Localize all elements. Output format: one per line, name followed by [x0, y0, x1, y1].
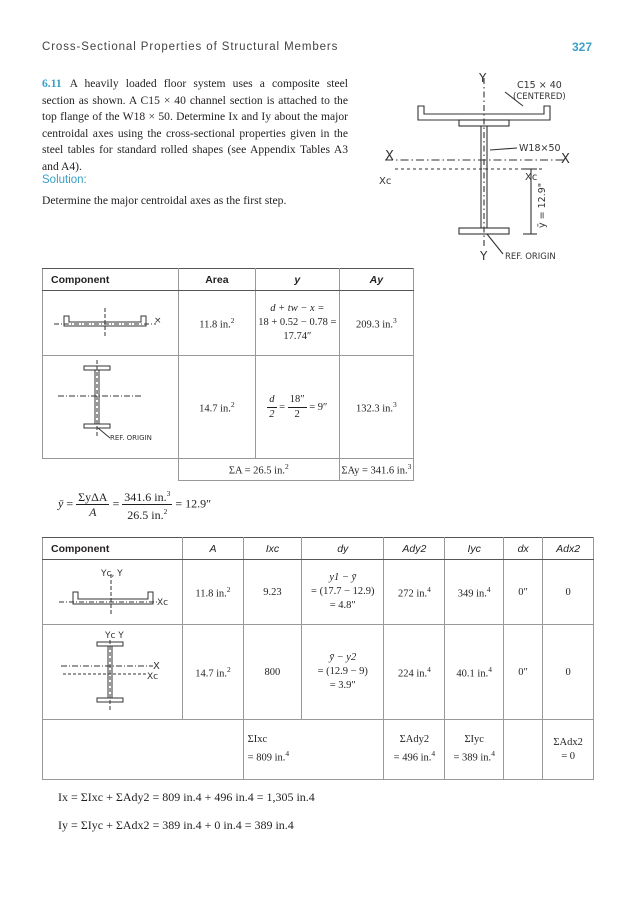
channel-label: C15 × 40	[517, 80, 562, 91]
ybar-equation: ȳ = $\frac{\text{ΣyΔA}}{A}$ = $\frac{341.6 in.^3}{26.5 in.^2}$ = 12.9″	[58, 489, 212, 522]
t2-row1-a: 11.8 in.$^2$	[183, 560, 243, 625]
t2-header-iyc: Iyc	[445, 538, 504, 560]
t2-row1-y-label: Yc, Y	[100, 568, 123, 579]
t2-row1-iyc: 349 in.$^4$	[445, 560, 504, 625]
t1-header-ay: Ay	[339, 269, 413, 291]
problem-number: 6.11	[42, 77, 62, 90]
t1-sum-area: ΣA = 26.5 in.$^2$	[178, 459, 339, 481]
t2-sum-ady2: ΣAdy2 = 496 in.$^4$	[384, 720, 445, 780]
x-label-left: X	[385, 149, 394, 164]
y-label-top: Y	[479, 71, 487, 85]
t2-header-adx2: Adx2	[543, 538, 594, 560]
t1-row1-area: 11.8 in.$^2$	[178, 291, 255, 356]
t2-row2-adx2: 0	[543, 625, 594, 720]
iy-result: Iy = ΣIyc + ΣAdx2 = 389 in.4 + 0 in.4 = 389 in.4	[58, 818, 294, 832]
table-row	[43, 720, 594, 780]
t2-header-dy: dy	[302, 538, 384, 560]
t2-row2-a: 14.7 in.$^2$	[183, 625, 243, 720]
t2-sum-iyc: ΣIyc = 389 in.$^4$	[445, 720, 504, 780]
t2-row2-xc-label: Xc	[146, 671, 158, 682]
table-row	[43, 291, 414, 356]
table-row	[43, 560, 594, 625]
page-number: 327	[572, 40, 593, 54]
centroid-table	[42, 268, 414, 481]
x-label-right: X	[561, 152, 570, 167]
wf-label: W18×50	[519, 143, 561, 154]
t2-header-ixc: Ixc	[243, 538, 302, 560]
ref-origin-label: REF. ORIGIN	[505, 252, 556, 262]
t1-row2-area: 14.7 in.$^2$	[178, 356, 255, 459]
composite-section-figure	[365, 68, 605, 273]
t2-row2-x-label: X	[152, 660, 160, 672]
ybar-dim-label: ȳ = 12.9"	[537, 182, 548, 228]
t2-row2-y-label: Yc Y	[104, 630, 124, 641]
t2-header-dx: dx	[503, 538, 542, 560]
w-section-sketch	[50, 358, 170, 454]
t1-header-component: Component	[43, 269, 179, 291]
t2-row2-ixc: 800	[243, 625, 302, 720]
problem-statement	[42, 76, 348, 176]
t1-header-y: y	[255, 269, 339, 291]
problem-text: A heavily loaded floor system uses a composite steel section as shown. A C15 × 40 channel section is attached to the top flange of the W18 × 50. Determine Ix and Iy about the major centroidal axes using the cross-sectional properties given in the steel tables for standard rolled shapes (see Appendix Tables A3 and A4).	[42, 77, 348, 173]
t1-sum-ay: ΣAy = 341.6 in.$^3$	[339, 459, 413, 481]
t2-header-ady2: Ady2	[384, 538, 445, 560]
xc-label-right: Xc	[525, 172, 538, 183]
t2-row2-dx: 0″	[503, 625, 542, 720]
t1-row2-sketch	[43, 356, 179, 459]
t2-row2-sketch	[43, 625, 183, 720]
t2-row1-sketch	[43, 560, 183, 625]
t2-row2-dy: ȳ − y2 = (12.9 − 9) = 3.9″	[302, 625, 384, 720]
t2-sum-adx2: ΣAdx2 = 0	[543, 720, 594, 780]
table-row	[43, 459, 414, 481]
t1-row1-y: d + tw − x = 18 + 0.52 − 0.78 = 17.74″	[255, 291, 339, 356]
centered-label: (CENTERED)	[513, 92, 566, 102]
table-row	[43, 625, 594, 720]
t2-header-a: A	[183, 538, 243, 560]
t1-row1-sketch	[43, 291, 179, 356]
t2-row2-ady2: 224 in.$^4$	[384, 625, 445, 720]
t1-row1-ay: 209.3 in.$^3$	[339, 291, 413, 356]
t2-header-component: Component	[43, 538, 183, 560]
t2-row1-dy: y1 − ȳ = (17.7 − 12.9) = 4.8″	[302, 560, 384, 625]
t1-row2-y: $\frac{d}{2}$ = $\frac{18''}{2}$ = 9″	[255, 356, 339, 459]
t2-row2-iyc: 40.1 in.$^4$	[445, 625, 504, 720]
wf-leader	[490, 148, 517, 150]
t2-row1-x-label: Xc	[156, 597, 168, 608]
t2-row1-dx: 0″	[503, 560, 542, 625]
t2-row1-adx2: 0	[543, 560, 594, 625]
t1-ref-origin-label: REF. ORIGIN	[110, 433, 153, 442]
w-axes-sketch	[49, 628, 177, 714]
t2-sum-ixc: ΣIxc = 809 in.$^4$	[243, 720, 384, 780]
ix-result: Ix = ΣIxc + ΣAdy2 = 809 in.4 + 496 in.4 = 1,305 in.4	[58, 790, 315, 804]
channel-axes-sketch	[49, 564, 177, 618]
t1-row2-ay: 132.3 in.$^3$	[339, 356, 413, 459]
intro-text: Determine the major centroidal axes as the first step.	[42, 194, 287, 207]
running-header-title: Cross-Sectional Properties of Structural Members	[42, 41, 339, 53]
ref-origin-leader	[487, 234, 503, 254]
solution-label: Solution:	[42, 174, 87, 186]
t2-row1-ady2: 272 in.$^4$	[384, 560, 445, 625]
y-label-bottom: Y	[480, 249, 488, 263]
svg-text:×: ×	[154, 315, 162, 326]
t1-header-area: Area	[178, 269, 255, 291]
moment-of-inertia-table	[42, 537, 594, 780]
xc-label-left: Xc	[379, 176, 392, 187]
channel-sketch	[50, 302, 170, 342]
table-row	[43, 356, 414, 459]
t2-row1-ixc: 9.23	[243, 560, 302, 625]
